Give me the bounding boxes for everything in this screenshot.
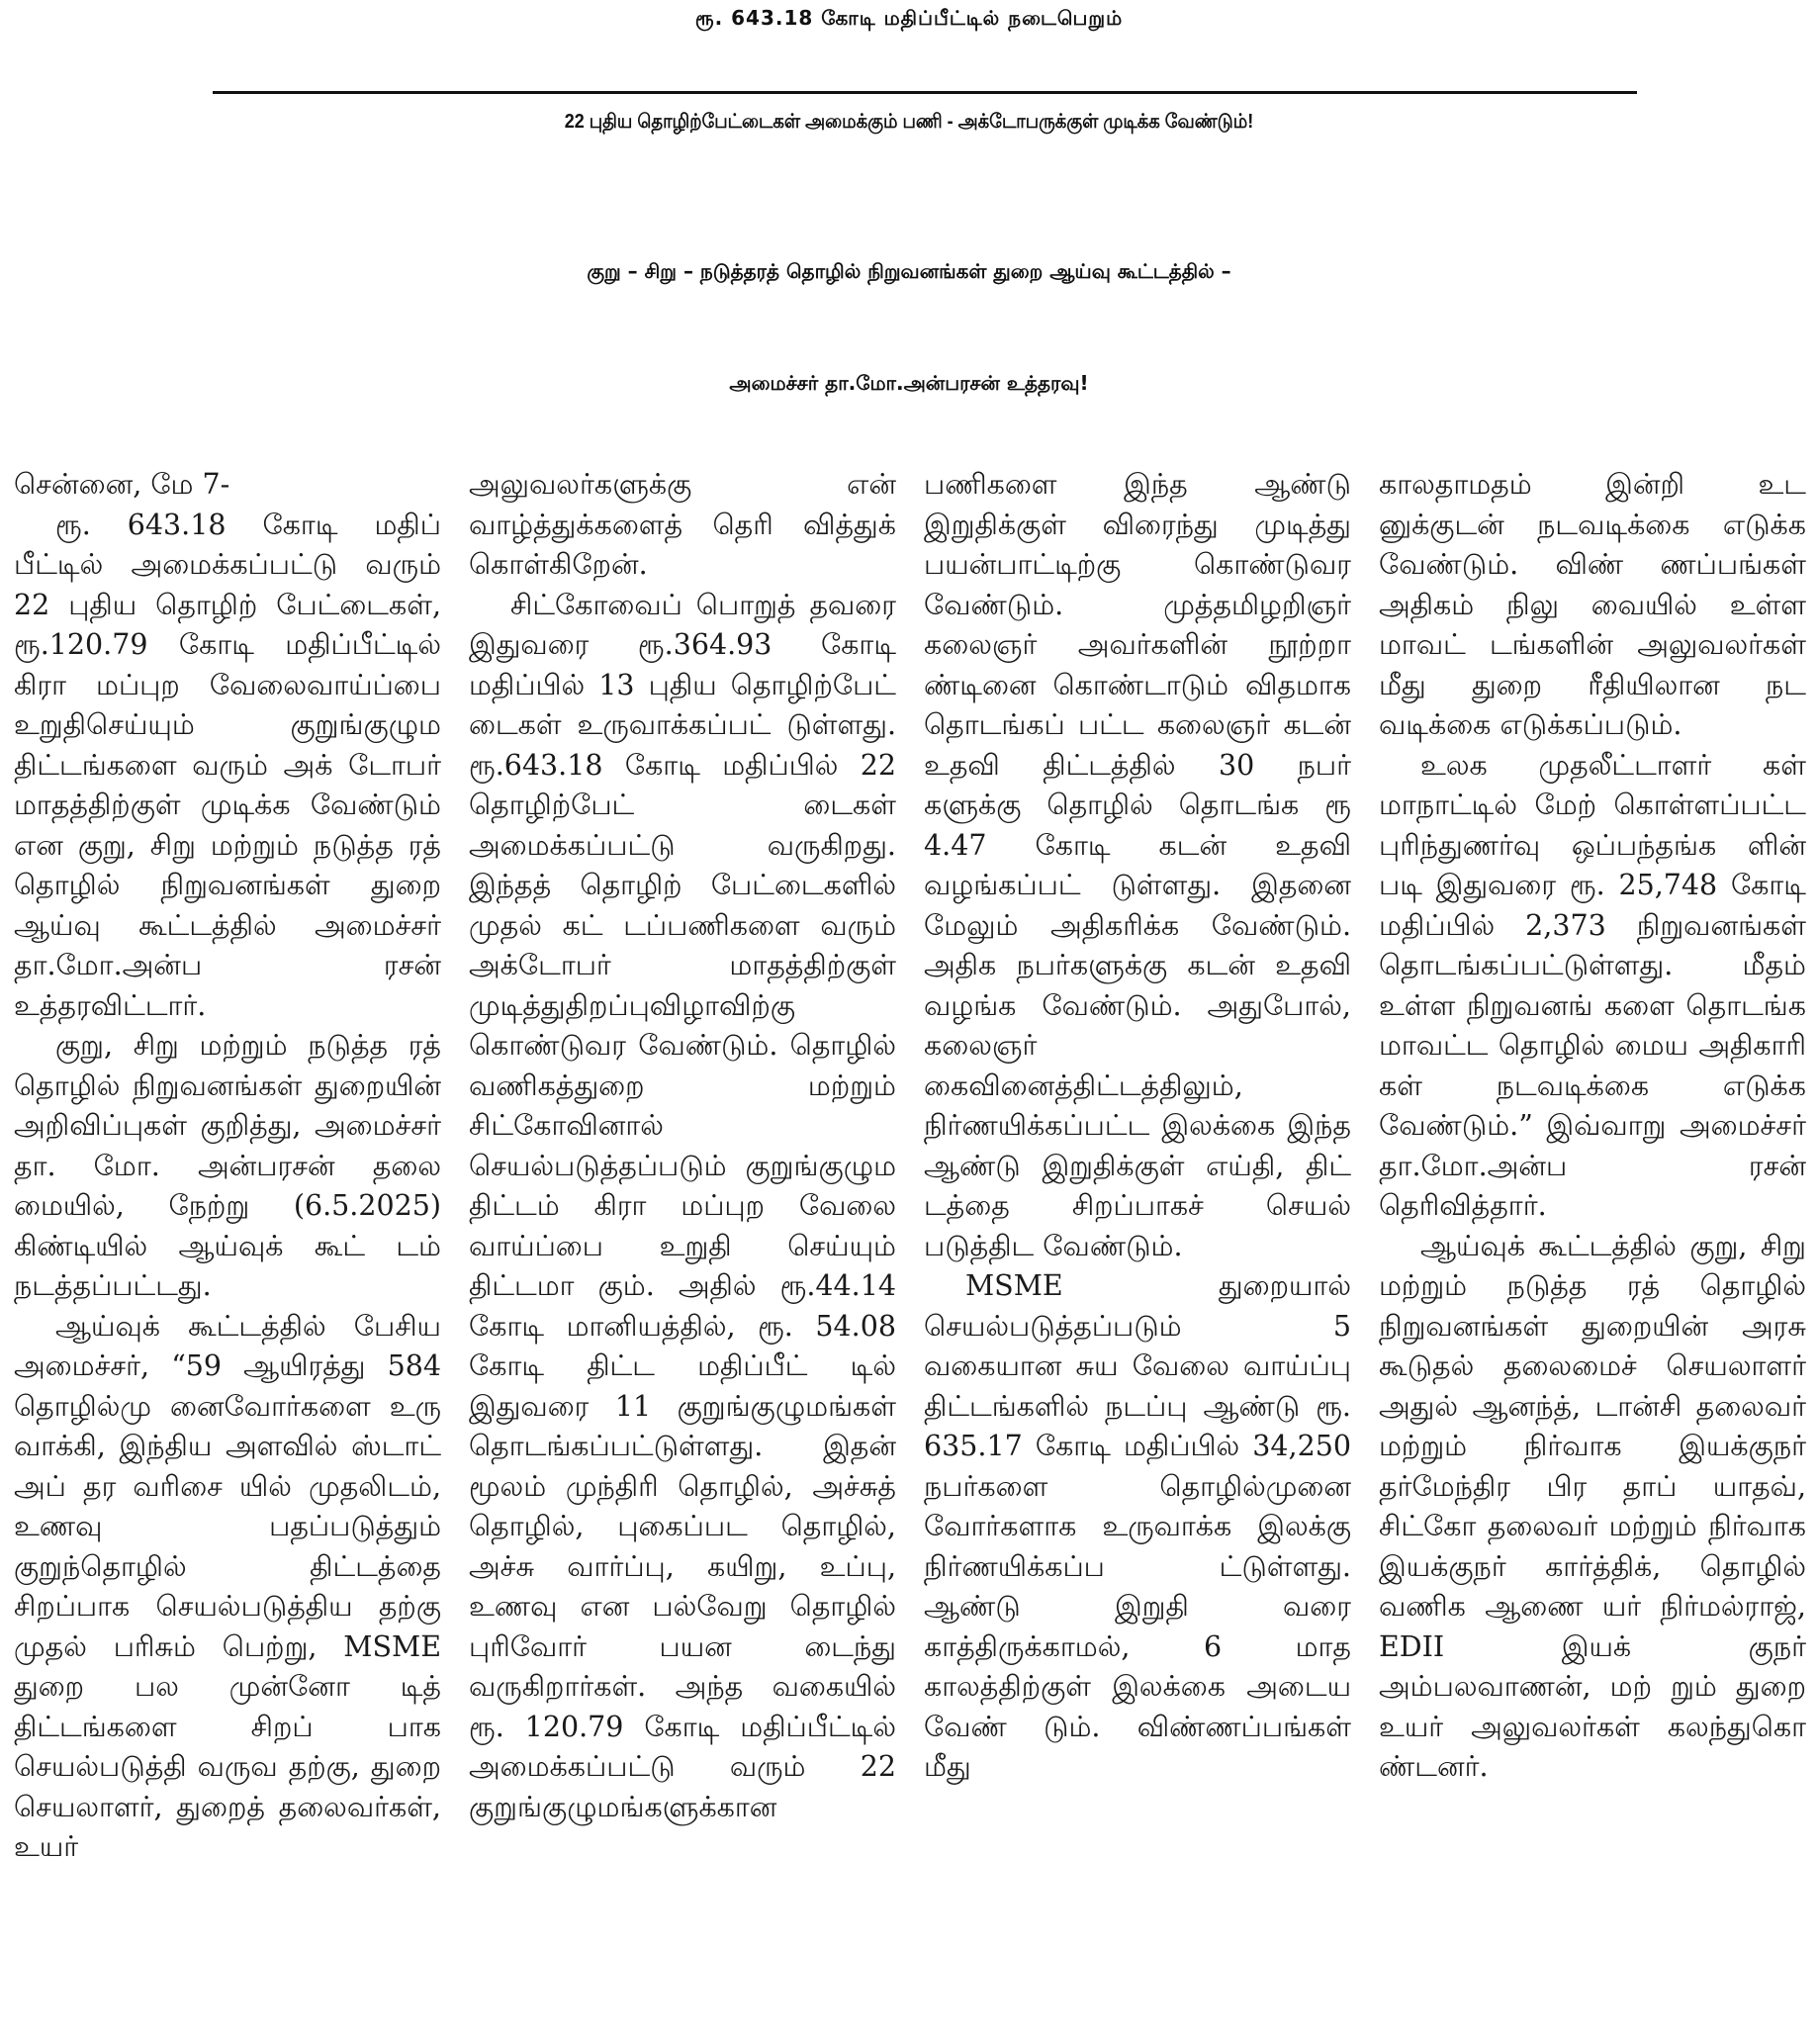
- article-paragraph: ஆய்வுக் கூட்டத்தில் குறு, சிறு மற்றும் நடுத்த ரத் தொழில் நிறுவனங்கள் துறையின் அரசு கூடுதல் தலைமைச் செயலாளர் அதுல் ஆனந்த், டான்சி தலைவர் மற்றும் நிர்வாக இயக்குநர் தர்மேந்திர பிர தாப் யாதவ், சிட்கோ தலைவர் மற்றும் நிர்வாக இயக்குநர் கார்த்திக், தொழில் வணிக ஆணை யர் நிர்மல்ராஜ், EDII இயக் குநர் அம்பலவாணன், மற் றும் துறை உயர் அலுவலர்கள் கலந்துகொ ண்டனர்.: [1379, 1229, 1806, 1783]
- article-paragraph: குறு, சிறு மற்றும் நடுத்த ரத் தொழில் நிறுவனங்கள் துறையின் அறிவிப்புகள் குறித்து, அமைச்சர் தா. மோ. அன்பரசன் தலை மையில், நேற்று (6.5.2025) கிண்டியில் ஆய்வுக் கூட் டம் நடத்தப்பட்டது.: [14, 1029, 441, 1302]
- headline-line-3: குறு – சிறு – நடுத்தரத் தொழில் நிறுவனங்கள் துறை ஆய்வு கூட்டத்தில் –: [587, 259, 1231, 283]
- article-column-3: [924, 465, 1351, 2038]
- article-column-4: [1379, 465, 1806, 2038]
- headline-underline: [213, 91, 1637, 94]
- article-column-1: [14, 465, 441, 2038]
- article-paragraph: ரூ. 643.18 கோடி மதிப் பீட்டில் அமைக்கப்பட்டு வரும் 22 புதிய தொழிற் பேட்டைகள், ரூ.120.79 கோடி மதிப்பீட்டில் கிரா மப்புற வேலைவாய்ப்பை உறுதிசெய்யும் குறுங்குழும திட்டங்களை வரும் அக் டோபர் மாதத்திற்குள் முடிக்க வேண்டும் என குறு, சிறு மற்றும் நடுத்த ரத் தொழில் நிறுவனங்கள் துறை ஆய்வு கூட்டத்தில் அமைச்சர் தா.மோ.அன்ப ரசன் உத்தரவிட்டார்.: [14, 508, 441, 1022]
- article-paragraph: MSME துறையால் செயல்படுத்தப்படும் 5 வகையான சுய வேலை வாய்ப்பு திட்டங்களில் நடப்பு ஆண்டு ரூ. 635.17 கோடி மதிப்பில் 34,250 நபர்களை தொழில்முனை வோர்களாக உருவாக்க இலக்கு நிர்ணயிக்கப்ப ட்டுள்ளது. ஆண்டு இறுதி வரை காத்திருக்காமல், 6 மாத காலத்திற்குள் இலக்கை அடைய வேண் டும். விண்ணப்பங்கள் மீது: [924, 1269, 1351, 1783]
- article-paragraph: சிட்கோவைப் பொறுத் தவரை இதுவரை ரூ.364.93 கோடி மதிப்பில் 13 புதிய தொழிற்பேட் டைகள் உருவாக்கப்பட் டுள்ளது. ரூ.643.18 கோடி மதிப்பில் 22 தொழிற்பேட் டைகள் அமைக்கப்பட்டு வருகிறது. இந்தத் தொழிற் பேட்டைகளில் முதல் கட் டப்பணிகளை வரும் அக்டோபர் மாதத்திற்குள் முடித்துதிறப்புவிழாவிற்கு கொண்டுவர வேண்டும். தொழில் வணிகத்துறை மற்றும் சிட்கோவினால் செயல்படுத்தப்படும் குறுங்குழும திட்டம் கிரா மப்புற வேலை வாய்ப்பை உறுதி செய்யும் திட்டமா கும். அதில் ரூ.44.14 கோடி மானியத்தில், ரூ. 54.08 கோடி திட்ட மதிப்பீட் டில் இதுவரை 11 குறுங்குழுமங்கள் தொடங்கப்பட்டுள்ளது. இதன் மூலம் முந்திரி தொழில், அச்சுத் தொழில், புகைப்பட தொழில், அச்சு வார்ப்பு, கயிறு, உப்பு, உணவு என பல்வேறு தொழில் புரிவோர் பயன டைந்து வருகிறார்கள். அந்த வகையில் ரூ. 120.79 கோடி மதிப்பீட்டில் அமைக்கப்பட்டு வரும் 22 குறுங்குழுமங்களுக்கான: [469, 588, 896, 1823]
- article-paragraph: அலுவலர்களுக்கு என் வாழ்த்துக்களைத் தெரி வித்துக் கொள்கிறேன்.: [469, 468, 896, 581]
- article-body: [14, 465, 1806, 2038]
- article-column-2: [469, 465, 896, 2038]
- dateline: சென்னை, மே 7-: [14, 468, 230, 501]
- headline-line-1: ரூ. 643.18 கோடி மதிப்பீட்டில் நடைபெறும்: [694, 6, 1124, 30]
- article-paragraph: பணிகளை இந்த ஆண்டு இறுதிக்குள் விரைந்து முடித்து பயன்பாட்டிற்கு கொண்டுவர வேண்டும். முத்தமிழறிஞர் கலைஞர் அவர்களின் நூற்றா ண்டினை கொண்டாடும் விதமாக தொடங்கப் பட்ட கலைஞர் கடன் உதவி திட்டத்தில் 30 நபர் களுக்கு தொழில் தொடங்க ரூ 4.47 கோடி கடன் உதவி வழங்கப்பட் டுள்ளது. இதனை மேலும் அதிகரிக்க வேண்டும். அதிக நபர்களுக்கு கடன் உதவி வழங்க வேண்டும். அதுபோல், கலைஞர் கைவினைத்திட்டத்திலும், நிர்ணயிக்கப்பட்ட இலக்கை இந்த ஆண்டு இறுதிக்குள் எய்தி, திட் டத்தை சிறப்பாகச் செயல் படுத்திட வேண்டும்.: [924, 468, 1351, 1262]
- article-paragraph: ஆய்வுக் கூட்டத்தில் பேசிய அமைச்சர், “59 ஆயிரத்து 584 தொழில்மு னைவோர்களை உரு வாக்கி, இந்திய அளவில் ஸ்டாட் அப் தர வரிசை யில் முதலிடம், உணவு பதப்படுத்தும் குறுந்தொழில் திட்டத்தை சிறப்பாக செயல்படுத்திய தற்கு முதல் பரிசும் பெற்று, MSME துறை பல முன்னோ டித் திட்டங்களை சிறப் பாக செயல்படுத்தி வருவ தற்கு, துறை செயலாளர், துறைத் தலைவர்கள், உயர்: [14, 1309, 441, 1863]
- article-paragraph: உலக முதலீட்டாளர் கள் மாநாட்டில் மேற் கொள்ளப்பட்ட புரிந்துணர்வு ஒப்பந்தங்க ளின் படி இதுவரை ரூ. 25,748 கோடி மதிப்பில் 2,373 நிறுவனங்கள் தொடங்கப்பட்டுள்ளது. மீதம் உள்ள நிறுவனங் களை தொடங்க மாவட்ட தொழில் மைய அதிகாரி கள் நடவடிக்கை எடுக்க வேண்டும்.” இவ்வாறு அமைச்சர் தா.மோ.அன்ப ரசன் தெரிவித்தார்.: [1379, 748, 1806, 1222]
- headline-line-2: 22 புதிய தொழிற்பேட்டைகள் அமைக்கும் பணி - அக்டோபருக்குள் முடிக்க வேண்டும்!: [564, 111, 1254, 133]
- headline-line-4: அமைச்சர் தா.மோ.அன்பரசன் உத்தரவு!: [729, 371, 1089, 395]
- article-paragraph: காலதாமதம் இன்றி உட னுக்குடன் நடவடிக்கை எடுக்க வேண்டும். விண் ணப்பங்கள் அதிகம் நிலு வையில் உள்ள மாவட் டங்களின் அலுவலர்கள் மீது துறை ரீதியிலான நட வடிக்கை எடுக்கப்படும்.: [1379, 468, 1806, 741]
